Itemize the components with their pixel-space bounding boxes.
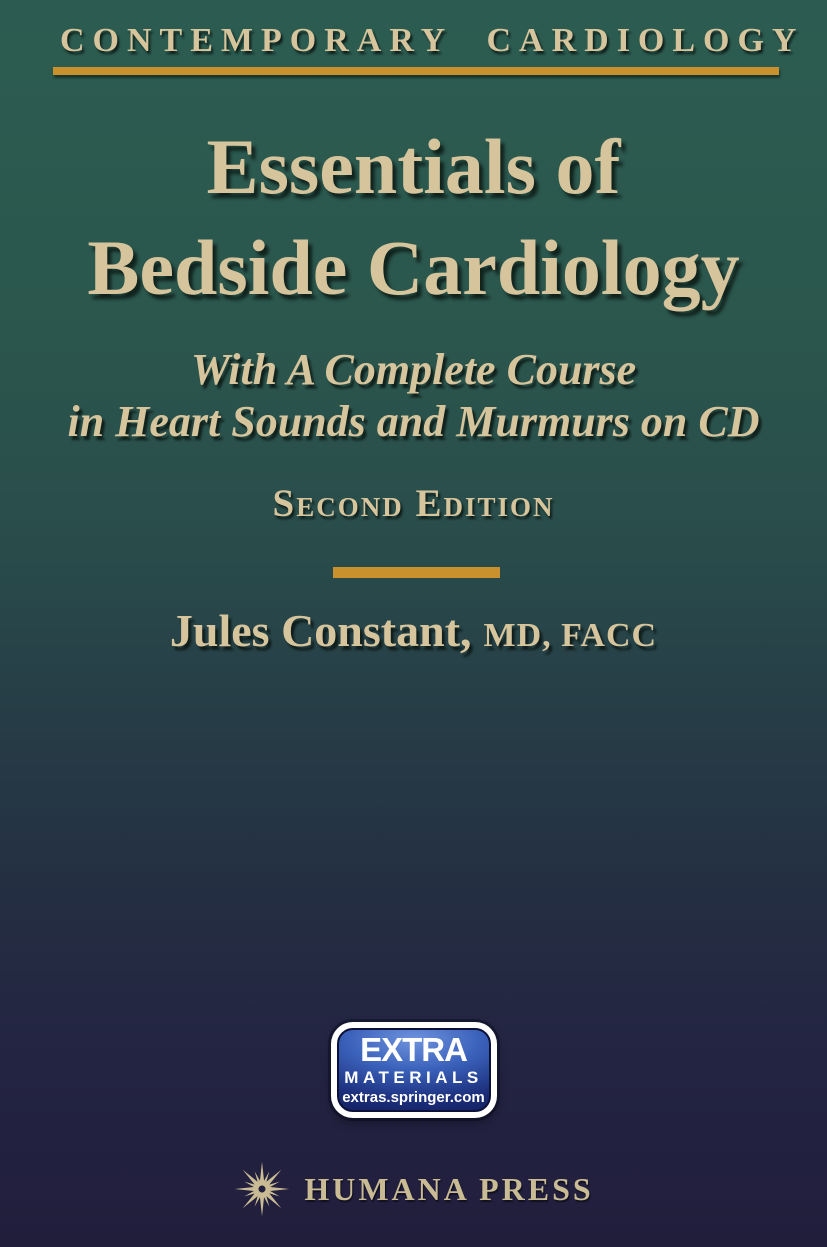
edition-label: Second Edition	[272, 482, 555, 525]
book-title-line-1: Essentials of	[206, 123, 621, 210]
book-title-line-2: Bedside Cardiology	[87, 224, 740, 312]
author-name: Jules Constant,	[169, 605, 472, 656]
series-title: CONTEMPORARY CARDIOLOGY	[60, 22, 805, 59]
book-subtitle	[0, 344, 827, 448]
subtitle-line-1: With A Complete Course	[190, 345, 637, 394]
badge-url-text: extras.springer.com	[342, 1088, 485, 1106]
subtitle-line-2: in Heart Sounds and Murmurs on CD	[67, 396, 760, 446]
extra-materials-badge	[331, 1022, 497, 1118]
author-credentials: MD, FACC	[483, 617, 658, 654]
badge-subtitle: MATERIALS	[344, 1067, 483, 1087]
publisher-name: HUMANA PRESS	[304, 1170, 594, 1207]
publisher-logo-lockup	[0, 1160, 827, 1218]
author-line	[0, 604, 827, 657]
sunburst-icon	[233, 1160, 291, 1218]
badge-title: EXTRA	[360, 1030, 467, 1068]
book-title	[0, 116, 827, 319]
series-divider-rule	[53, 67, 779, 75]
extra-materials-badge-panel	[337, 1028, 491, 1112]
edition-divider-bar	[333, 567, 500, 578]
